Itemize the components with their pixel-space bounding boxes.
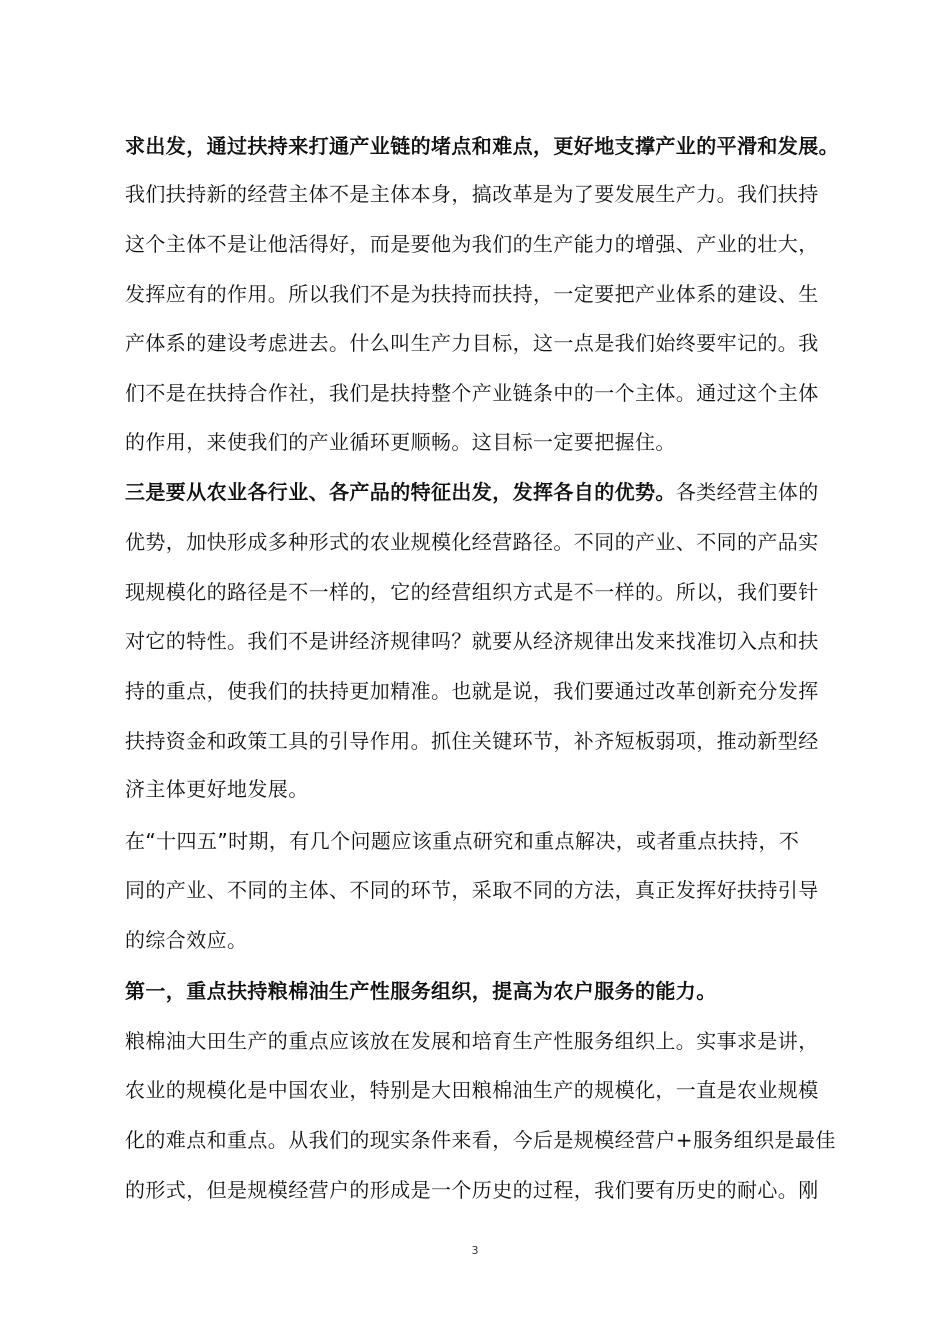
text-segment: 济主体更好地发展。 [125,777,309,801]
text-line [125,528,819,556]
text-segment: 现规模化的路径是不一样的，它的经营组织方式是不一样的。所以，我们要针 [125,580,819,604]
text-segment: 的形式，但是规模经营户的形成是一个历史的过程，我们要有历史的耐心。刚 [125,1178,819,1202]
text-segment: 对它的特性。我们不是讲经济规律吗？就要从经济规律出发来找准切入点和扶 [125,629,819,653]
text-segment: 同的产业、不同的主体、不同的环节，采取不同的方法，真正发挥好扶持引导 [125,878,819,902]
text-line [125,132,839,160]
text-segment: 产体系的建设考虑进去。什么叫生产力目标，这一点是我们始终要牢记的。我 [125,331,819,355]
text-line [125,1027,819,1055]
text-segment: 的作用，来使我们的产业循环更顺畅。这目标一定要把握住。 [125,430,676,454]
text-segment: 持的重点，使我们的扶持更加精准。也就是说，我们要通过改革创新充分发挥 [125,679,819,703]
text-segment: 这个主体不是让他活得好，而是要他为我们的生产能力的增强、产业的壮大， [125,232,819,256]
text-segment: 的综合效应。 [125,928,248,952]
text-line [125,926,247,954]
text-segment: 扶持资金和政策工具的引导作用。抓住关键环节，补齐短板弱项，推动新型经 [125,729,819,753]
bold-text-segment: 第一，重点扶持粮棉油生产性服务组织，提高为农户服务的能力。 [125,979,717,1003]
text-segment: 发挥应有的作用。所以我们不是为扶持而扶持，一定要把产业体系的建设、生 [125,282,819,306]
text-line [125,775,309,803]
text-line [125,329,819,357]
text-segment: 优势，加快形成多种形式的农业规模化经营路径。不同的产业、不同的产品实 [125,530,819,554]
text-line [125,478,819,506]
text-line [125,827,799,855]
text-line [125,230,819,258]
text-line [125,180,819,208]
text-line [125,977,717,1005]
text-segment: 在“十四五”时期，有几个问题应该重点研究和重点解决，或者重点扶持，不 [125,829,800,853]
text-line [125,727,819,755]
text-line [125,876,819,904]
text-segment: 我们扶持新的经营主体不是主体本身，搞改革是为了要发展生产力。我们扶持 [125,182,819,206]
text-line [125,1126,836,1154]
bold-text-segment: 三是要从农业各行业、各产品的特征出发，发挥各自的优势。 [125,480,676,504]
text-line [125,578,819,606]
text-segment: 农业的规模化是中国农业，特别是大田粮棉油生产的规模化，一直是农业规模 [125,1078,819,1102]
text-line [125,677,819,705]
text-line [125,280,819,308]
text-line [125,627,819,655]
text-line [125,1076,819,1104]
text-segment: 各类经营主体的 [675,480,819,504]
text-line [125,1176,819,1204]
text-segment: 粮棉油大田生产的重点应该放在发展和培育生产性服务组织上。实事求是讲， [125,1029,819,1053]
text-segment: 化的难点和重点。从我们的现实条件来看，今后是规模经营户+服务组织是最佳 [125,1128,836,1152]
text-line [125,379,819,407]
text-line [125,428,676,456]
bold-text-segment: 求出发，通过扶持来打通产业链的堵点和难点，更好地支撑产业的平滑和发展。 [125,134,839,158]
text-segment: 们不是在扶持合作社，我们是扶持整个产业链条中的一个主体。通过这个主体 [125,381,819,405]
page-number: 3 [471,1244,479,1257]
